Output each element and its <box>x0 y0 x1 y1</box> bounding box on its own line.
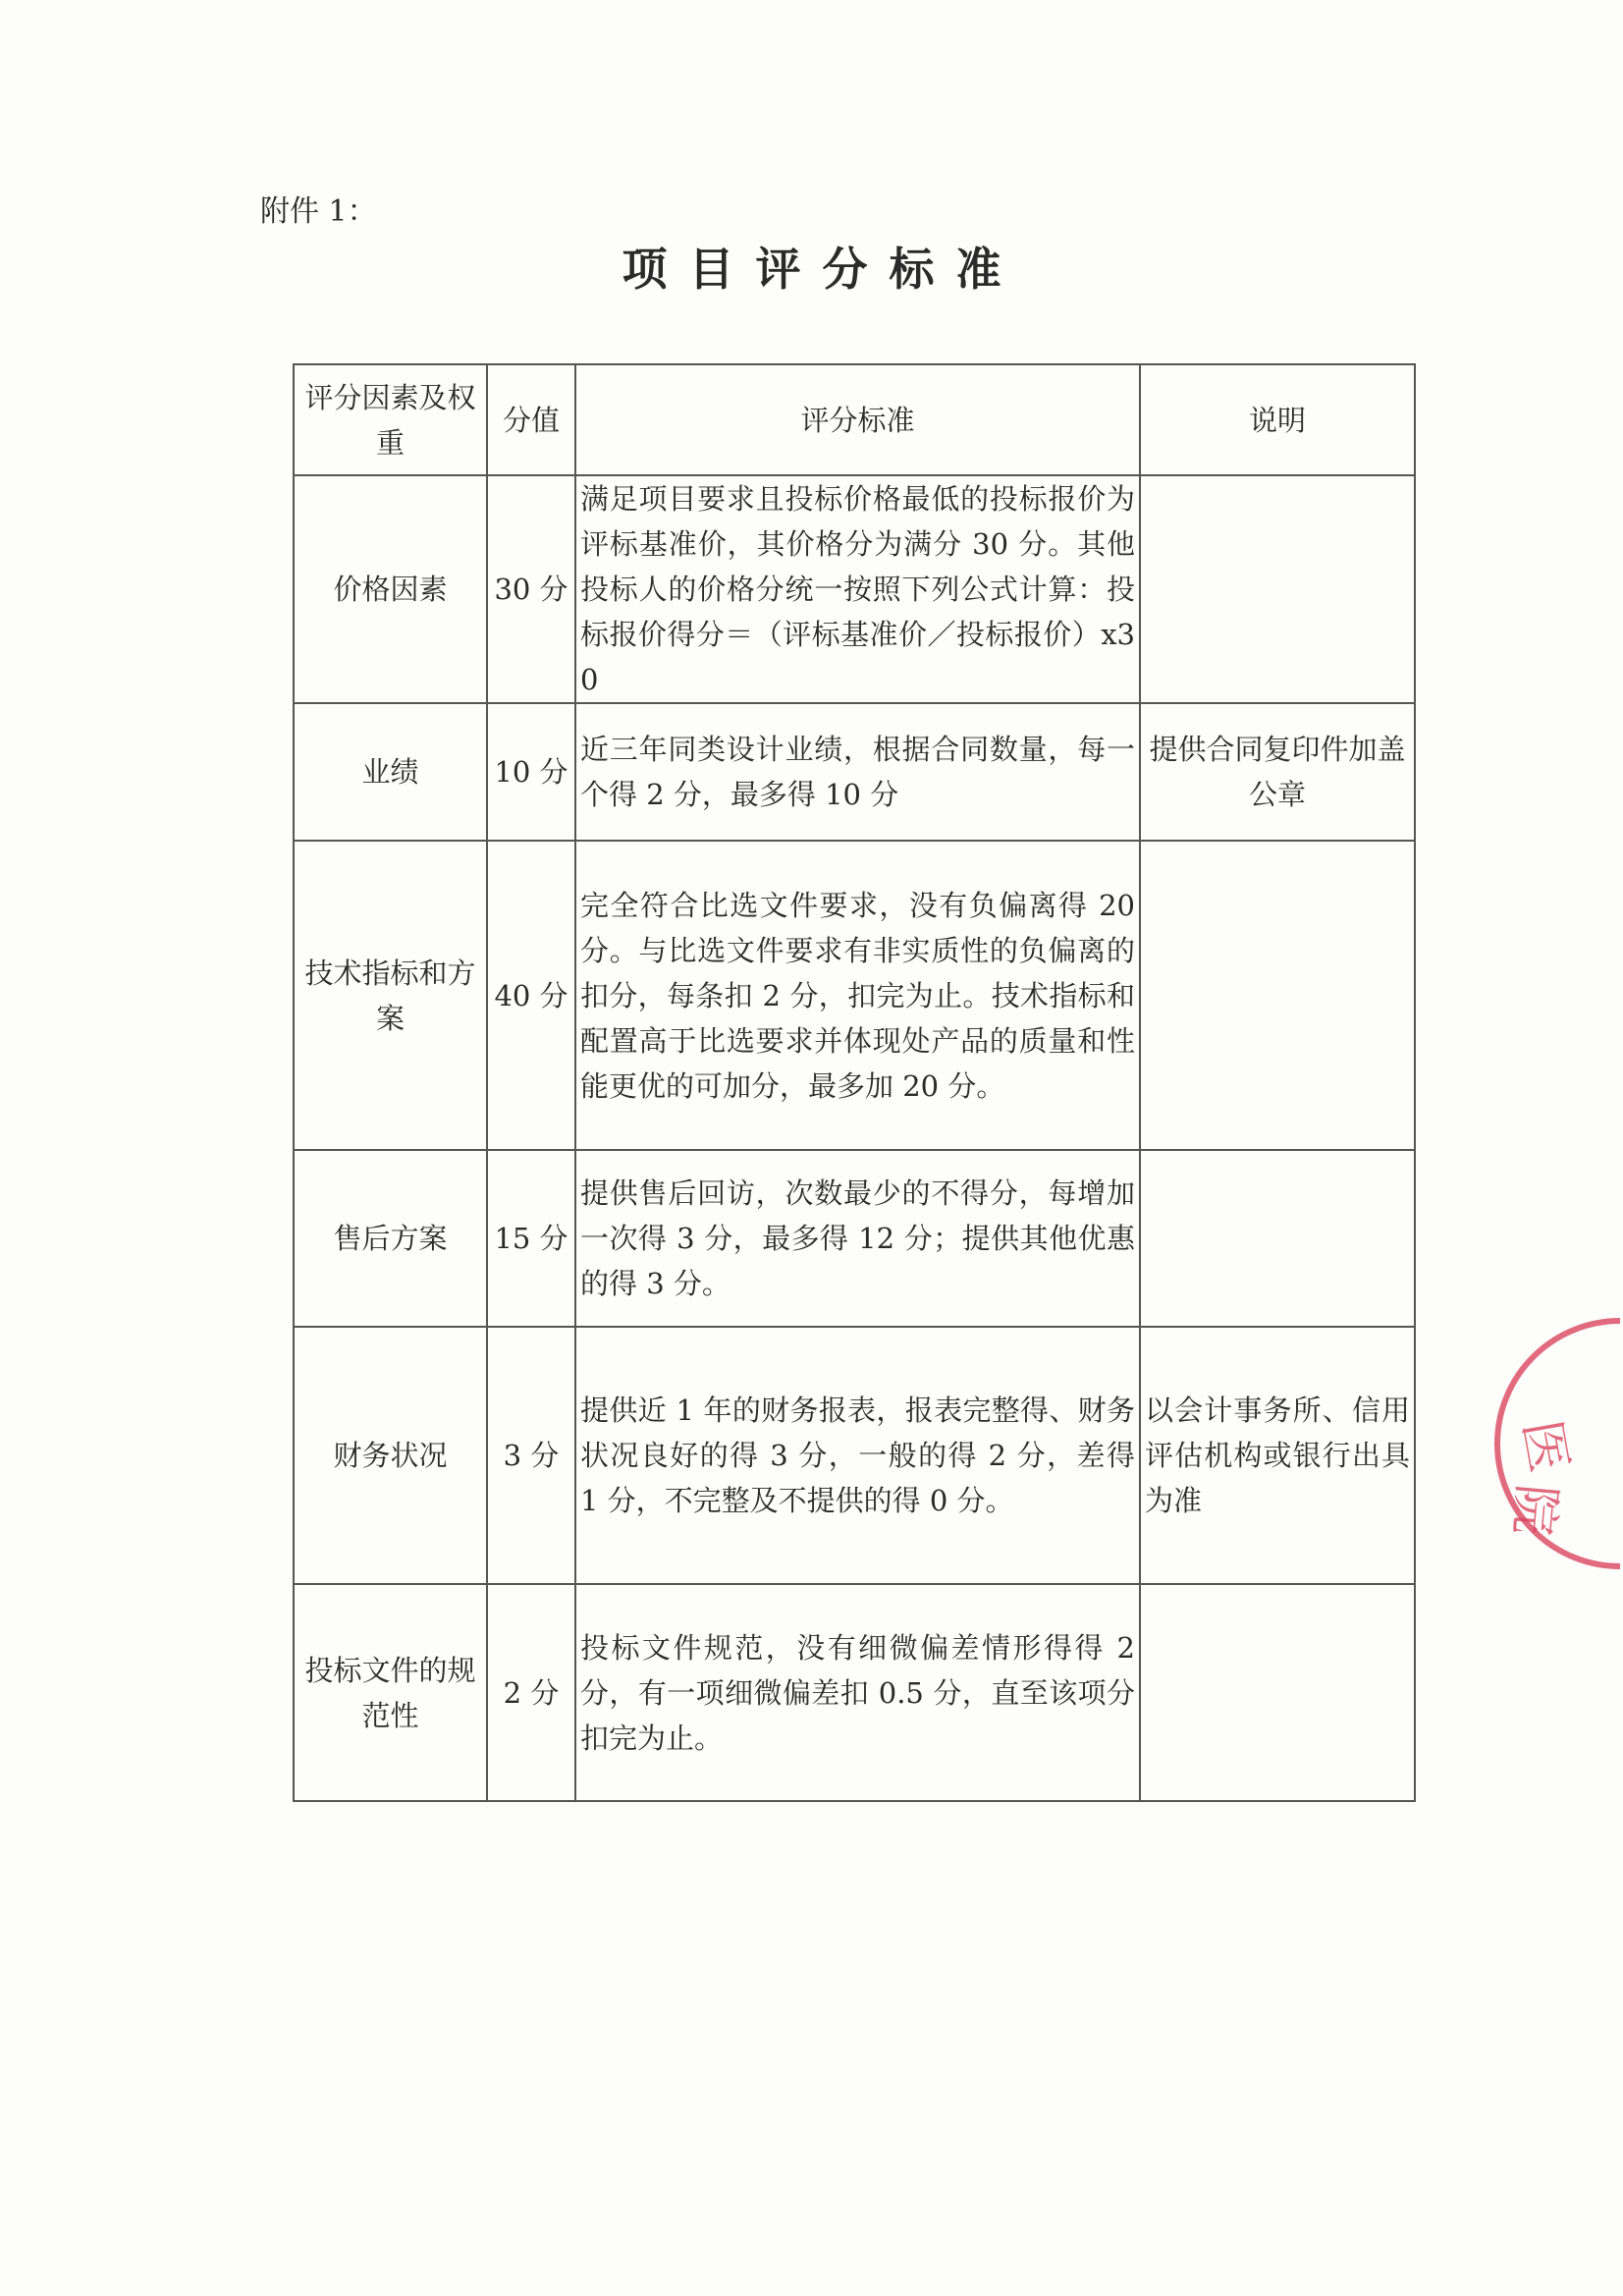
attachment-label: 附件 1： <box>260 194 377 229</box>
criteria-cell: 近三年同类设计业绩，根据合同数量，每一个得 2 分，最多得 10 分 <box>575 703 1140 841</box>
table-header-row <box>294 364 1415 475</box>
page-title: 项目评分标准 <box>622 243 1023 296</box>
note-cell <box>1140 1150 1415 1327</box>
score-cell: 30 分 <box>487 475 575 703</box>
note-cell: 提供合同复印件加盖公章 <box>1140 703 1415 841</box>
table-row <box>294 1584 1415 1801</box>
note-cell: 以会计事务所、信用评估机构或银行出具为准 <box>1140 1327 1415 1584</box>
factor-cell: 价格因素 <box>294 475 487 703</box>
svg-text:院: 院 <box>1502 1481 1566 1538</box>
table-row <box>294 703 1415 841</box>
factor-cell: 技术指标和方案 <box>294 841 487 1150</box>
table-row <box>294 1150 1415 1327</box>
svg-text:医: 医 <box>1511 1415 1579 1477</box>
factor-cell: 投标文件的规范性 <box>294 1584 487 1801</box>
criteria-cell: 满足项目要求且投标价格最低的投标报价为评标基准价，其价格分为满分 30 分。其他投标人的价格分统一按照下列公式计算：投标报价得分＝（评标基准价／投标报价）x30 <box>575 475 1140 703</box>
score-cell: 15 分 <box>487 1150 575 1327</box>
table-row <box>294 1327 1415 1584</box>
header-factor: 评分因素及权重 <box>294 364 487 475</box>
table-row <box>294 841 1415 1150</box>
score-cell: 3 分 <box>487 1327 575 1584</box>
scoring-table <box>293 363 1416 1802</box>
criteria-cell: 投标文件规范，没有细微偏差情形得得 2 分，有一项细微偏差扣 0.5 分，直至该项分扣完为止。 <box>575 1584 1140 1801</box>
score-cell: 40 分 <box>487 841 575 1150</box>
factor-cell: 财务状况 <box>294 1327 487 1584</box>
criteria-cell: 提供近 1 年的财务报表，报表完整得、财务状况良好的得 3 分，一般的得 2 分，差得 1 分，不完整及不提供的得 0 分。 <box>575 1327 1140 1584</box>
factor-cell: 售后方案 <box>294 1150 487 1327</box>
score-cell: 2 分 <box>487 1584 575 1801</box>
header-note: 说明 <box>1140 364 1415 475</box>
score-cell: 10 分 <box>487 703 575 841</box>
header-criteria: 评分标准 <box>575 364 1140 475</box>
red-seal-stamp <box>1473 1306 1620 1581</box>
table-row <box>294 475 1415 703</box>
note-cell <box>1140 475 1415 703</box>
note-cell <box>1140 841 1415 1150</box>
header-score: 分值 <box>487 364 575 475</box>
criteria-cell: 完全符合比选文件要求，没有负偏离得 20 分。与比选文件要求有非实质性的负偏离的扣分，每条扣 2 分，扣完为止。技术指标和配置高于比选要求并体现处产品的质量和性能更优的可加分，最多加 20 分。 <box>575 841 1140 1150</box>
factor-cell: 业绩 <box>294 703 487 841</box>
note-cell <box>1140 1584 1415 1801</box>
criteria-cell: 提供售后回访，次数最少的不得分，每增加一次得 3 分，最多得 12 分；提供其他优惠的得 3 分。 <box>575 1150 1140 1327</box>
